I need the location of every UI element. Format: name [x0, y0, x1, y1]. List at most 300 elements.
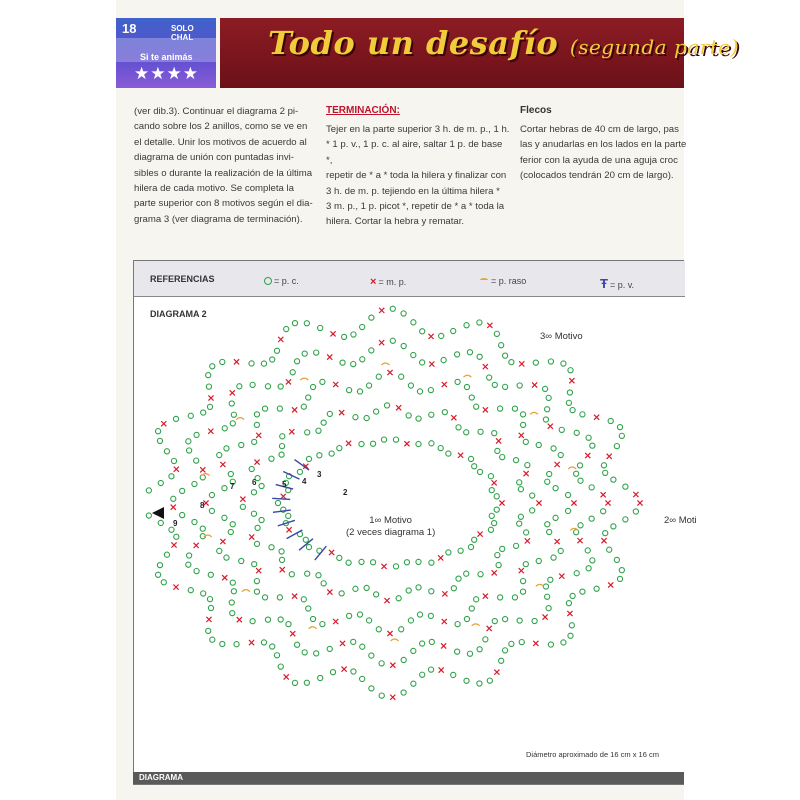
single-stitch-mark: [404, 441, 409, 446]
chain-stitch-mark: [420, 360, 425, 365]
chain-stitch-mark: [188, 588, 193, 593]
chain-stitch-mark: [521, 422, 526, 427]
chain-stitch-mark: [278, 664, 283, 669]
chain-stitch-mark: [251, 511, 256, 516]
chain-stitch-mark: [292, 321, 297, 326]
chain-stitch-mark: [314, 350, 319, 355]
single-stitch-mark: [519, 568, 524, 573]
chain-stitch-mark: [530, 508, 535, 513]
single-stitch-mark: [280, 567, 285, 572]
chain-stitch-mark: [451, 586, 456, 591]
chain-stitch-mark: [194, 432, 199, 437]
chain-stitch-mark: [577, 463, 582, 468]
single-stitch-mark: [577, 538, 582, 543]
chain-stitch-mark: [279, 557, 284, 562]
chain-stitch-mark: [483, 637, 488, 642]
single-stitch-mark: [208, 429, 213, 434]
single-stitch-mark: [559, 574, 564, 579]
chain-stitch-mark: [360, 676, 365, 681]
chain-stitch-mark: [512, 595, 517, 600]
col1-line: cando sobre los 2 anillos, como se ve en: [134, 121, 308, 133]
chain-stitch-mark: [406, 588, 411, 593]
chain-stitch-mark: [318, 325, 323, 330]
single-stitch-mark: [548, 424, 553, 429]
chain-stitch-mark: [369, 348, 374, 353]
chain-stitch-mark: [468, 456, 473, 461]
chain-stitch-mark: [608, 418, 613, 423]
chain-stitch-mark: [617, 425, 622, 430]
chain-stitch-mark: [438, 446, 443, 451]
header-badge: [116, 18, 216, 88]
chain-stitch-mark: [174, 534, 179, 539]
chain-stitch-mark: [278, 617, 283, 622]
col2-line: * 1 p. v., 1 p. c. al aire, saltar 1 p. de base *,: [326, 139, 503, 166]
chain-stitch-mark: [428, 387, 433, 392]
slip-stitch-mark: [309, 627, 317, 629]
round-number: 7: [230, 482, 235, 491]
single-stitch-mark: [536, 500, 541, 505]
chain-stitch-mark: [294, 359, 299, 364]
chain-stitch-mark: [320, 621, 325, 626]
crochet-diagram: [133, 260, 697, 785]
chain-stitch-mark: [488, 474, 493, 479]
chain-stitch-mark: [492, 382, 497, 387]
col1-line: el detalle. Unir los motivos de acuerdo al: [134, 136, 307, 148]
chain-stitch-mark: [517, 618, 522, 623]
chain-stitch-mark: [360, 644, 365, 649]
chain-stitch-mark: [297, 469, 302, 474]
single-stitch-mark: [330, 331, 335, 336]
slip-stitch-mark: [242, 590, 250, 592]
chain-stitch-mark: [520, 589, 525, 594]
chain-stitch-mark: [230, 611, 235, 616]
single-stitch-mark: [525, 538, 530, 543]
chain-stitch-mark: [601, 509, 606, 514]
single-stitch-mark: [379, 308, 384, 313]
double-stitch-mark: [272, 498, 290, 499]
single-stitch-mark: [340, 641, 345, 646]
chain-stitch-mark: [495, 448, 500, 453]
chain-stitch-mark: [301, 597, 306, 602]
chain-stitch-mark: [619, 433, 624, 438]
single-stitch-mark: [290, 631, 295, 636]
chain-stitch-mark: [518, 487, 523, 492]
chain-stitch-mark: [543, 584, 548, 589]
chain-stitch-mark: [180, 488, 185, 493]
chain-stitch-mark: [270, 357, 275, 362]
diameter-note: Diámetro aproximado de 16 cm x 16 cm: [526, 750, 659, 759]
chain-stitch-mark: [488, 527, 493, 532]
chain-stitch-mark: [330, 670, 335, 675]
chain-stitch-mark: [374, 592, 379, 597]
chain-stitch-mark: [201, 410, 206, 415]
chain-stitch-mark: [208, 572, 213, 577]
single-stitch-mark: [633, 492, 638, 497]
chain-stitch-mark: [217, 452, 222, 457]
chain-stitch-mark: [231, 412, 236, 417]
single-stitch-mark: [384, 598, 389, 603]
chain-stitch-mark: [520, 412, 525, 417]
chain-stitch-mark: [292, 680, 297, 685]
single-stitch-mark: [278, 337, 283, 342]
chain-stitch-mark: [623, 517, 628, 522]
chain-stitch-mark: [187, 448, 192, 453]
chain-stitch-mark: [254, 412, 259, 417]
chain-stitch-mark: [357, 389, 362, 394]
chain-stitch-mark: [568, 368, 573, 373]
chain-stitch-mark: [574, 471, 579, 476]
chain-stitch-mark: [633, 509, 638, 514]
chain-stitch-mark: [277, 595, 282, 600]
single-stitch-mark: [571, 500, 576, 505]
chain-stitch-mark: [384, 403, 389, 408]
chain-stitch-mark: [370, 441, 375, 446]
single-stitch-mark: [256, 433, 261, 438]
chain-stitch-mark: [261, 361, 266, 366]
chain-stitch-mark: [351, 639, 356, 644]
chain-stitch-mark: [317, 453, 322, 458]
single-stitch-mark: [594, 415, 599, 420]
chain-stitch-mark: [306, 606, 311, 611]
chain-stitch-mark: [347, 387, 352, 392]
chain-stitch-mark: [210, 364, 215, 369]
chain-stitch-mark: [194, 569, 199, 574]
col3-line: ferior con la ayuda de una aguja croc: [520, 154, 678, 166]
chain-stitch-mark: [512, 406, 517, 411]
chain-stitch-mark: [442, 410, 447, 415]
chain-stitch-mark: [303, 537, 308, 542]
chain-stitch-mark: [477, 647, 482, 652]
col2-line: 3 h. de m. p. tejiendo en la última hilera *: [326, 185, 500, 197]
chain-stitch-mark: [548, 577, 553, 582]
chain-stitch-mark: [304, 680, 309, 685]
chain-stitch-mark: [570, 407, 575, 412]
chain-stitch-mark: [210, 637, 215, 642]
chain-stitch-mark: [509, 641, 514, 646]
magazine-page: [116, 0, 739, 800]
single-stitch-mark: [240, 497, 245, 502]
single-stitch-mark: [194, 543, 199, 548]
chain-stitch-mark: [284, 326, 289, 331]
chain-stitch-mark: [464, 323, 469, 328]
single-stitch-mark: [387, 631, 392, 636]
single-stitch-mark: [637, 500, 642, 505]
chain-stitch-mark: [558, 452, 563, 457]
chain-stitch-mark: [164, 449, 169, 454]
title-main: Todo un desafío: [268, 24, 559, 62]
chain-stitch-mark: [533, 360, 538, 365]
chain-stitch-mark: [347, 613, 352, 618]
chain-stitch-mark: [565, 492, 570, 497]
chain-stitch-mark: [306, 456, 311, 461]
single-stitch-mark: [390, 663, 395, 668]
chain-stitch-mark: [518, 514, 523, 519]
chain-stitch-mark: [521, 579, 526, 584]
chain-stitch-mark: [269, 545, 274, 550]
chain-stitch-mark: [492, 521, 497, 526]
chain-stitch-mark: [464, 678, 469, 683]
chain-stitch-mark: [566, 400, 571, 405]
chain-stitch-mark: [589, 516, 594, 521]
col2-line: 3 m. p., 1 p. picot *, repetir de * a * toda la: [326, 201, 505, 213]
text-column-1: [134, 104, 314, 227]
chain-stitch-mark: [519, 639, 524, 644]
chain-stitch-mark: [568, 633, 573, 638]
chain-stitch-mark: [302, 351, 307, 356]
chain-stitch-mark: [169, 474, 174, 479]
ref-double: Ŧ = p. v.: [600, 276, 635, 291]
chain-stitch-mark: [279, 549, 284, 554]
chain-stitch-mark: [545, 522, 550, 527]
chain-stitch-mark: [192, 519, 197, 524]
chain-stitch-mark: [472, 464, 477, 469]
section-name: SOLO CHAL: [171, 24, 194, 42]
chain-stitch-mark: [209, 508, 214, 513]
cross-icon: ×: [370, 276, 377, 288]
chain-stitch-mark: [249, 361, 254, 366]
single-stitch-mark: [256, 568, 261, 573]
chain-stitch-mark: [429, 560, 434, 565]
chain-stitch-mark: [451, 328, 456, 333]
chain-stitch-mark: [146, 513, 151, 518]
chain-stitch-mark: [619, 568, 624, 573]
single-stitch-mark: [387, 370, 392, 375]
single-stitch-mark: [234, 359, 239, 364]
chain-stitch-mark: [517, 521, 522, 526]
chain-stitch-mark: [458, 548, 463, 553]
chain-stitch-mark: [474, 597, 479, 602]
chain-stitch-mark: [249, 466, 254, 471]
terminacion-heading: TERMINACIÓN:: [326, 105, 400, 116]
chain-stitch-mark: [255, 525, 260, 530]
chain-stitch-mark: [220, 641, 225, 646]
single-stitch-mark: [381, 564, 386, 569]
single-stitch-mark: [499, 500, 504, 505]
chain-stitch-mark: [623, 484, 628, 489]
slip-stitch-mark: [536, 584, 544, 586]
chain-stitch-mark: [209, 492, 214, 497]
title-subtitle: (segunda parte): [569, 35, 739, 59]
chain-stitch-mark: [269, 456, 274, 461]
chain-stitch-mark: [478, 429, 483, 434]
single-stitch-mark: [555, 462, 560, 467]
chain-stitch-mark: [523, 439, 528, 444]
chain-stitch-mark: [585, 548, 590, 553]
ref-slip: = p. raso: [480, 276, 526, 286]
chain-stitch-mark: [376, 627, 381, 632]
single-stitch-mark: [327, 589, 332, 594]
single-stitch-mark: [519, 433, 524, 438]
chain-stitch-mark: [341, 334, 346, 339]
single-stitch-mark: [329, 550, 334, 555]
chain-stitch-mark: [417, 389, 422, 394]
chain-stitch-mark: [278, 384, 283, 389]
single-stitch-mark: [171, 542, 176, 547]
chain-stitch-mark: [155, 429, 160, 434]
chain-stitch-mark: [548, 359, 553, 364]
round-number: 5: [282, 480, 287, 489]
chain-stitch-mark: [411, 681, 416, 686]
chain-stitch-mark: [478, 572, 483, 577]
footer-bar: [133, 772, 684, 784]
chain-stitch-mark: [561, 640, 566, 645]
ref-single: × = m. p.: [370, 276, 407, 288]
single-stitch-mark: [249, 534, 254, 539]
chain-stitch-mark: [239, 442, 244, 447]
single-stitch-mark: [206, 617, 211, 622]
chain-stitch-mark: [601, 463, 606, 468]
single-stitch-mark: [333, 382, 338, 387]
col1-line: sibles o durante la realización de la última: [134, 167, 313, 179]
chain-stitch-mark: [548, 642, 553, 647]
single-stitch-mark: [601, 538, 606, 543]
chain-stitch-mark: [492, 431, 497, 436]
title-banner: [220, 18, 739, 88]
chain-stitch-mark: [401, 343, 406, 348]
chain-stitch-mark: [321, 420, 326, 425]
chain-stitch-mark: [477, 469, 482, 474]
chain-stitch-mark: [411, 320, 416, 325]
references-label: REFERENCIAS: [150, 274, 215, 284]
chain-stitch-mark: [542, 386, 547, 391]
chain-stitch-mark: [146, 488, 151, 493]
single-stitch-mark: [327, 354, 332, 359]
chain-stitch-mark: [603, 470, 608, 475]
single-stitch-mark: [533, 641, 538, 646]
chain-stitch-mark: [617, 576, 622, 581]
chain-stitch-mark: [468, 544, 473, 549]
chain-stitch-mark: [301, 404, 306, 409]
chain-stitch-mark: [206, 373, 211, 378]
chain-stitch-mark: [503, 384, 508, 389]
chain-stitch-mark: [228, 529, 233, 534]
chain-stitch-mark: [446, 550, 451, 555]
single-stitch-mark: [286, 379, 291, 384]
chain-stitch-mark: [321, 581, 326, 586]
chain-stitch-mark: [254, 589, 259, 594]
chain-stitch-mark: [509, 360, 514, 365]
chain-stitch-mark: [230, 522, 235, 527]
chain-stitch-mark: [364, 585, 369, 590]
single-stitch-mark: [585, 453, 590, 458]
chain-stitch-mark: [611, 477, 616, 482]
chain-stitch-mark: [390, 338, 395, 343]
chain-stitch-mark: [302, 650, 307, 655]
chain-stitch-mark: [503, 617, 508, 622]
chain-stitch-mark: [359, 441, 364, 446]
single-stitch-mark: [492, 480, 497, 485]
single-stitch-mark: [458, 453, 463, 458]
single-stitch-mark: [441, 643, 446, 648]
chain-stitch-mark: [180, 512, 185, 517]
col1-line: hilera de cada motivo. Se completa la: [134, 183, 294, 195]
chain-stitch-mark: [157, 438, 162, 443]
chain-stitch-mark: [318, 675, 323, 680]
chain-stitch-mark: [551, 555, 556, 560]
chain-stitch-mark: [513, 458, 518, 463]
motif-2-label: 2∞ Moti: [664, 515, 697, 526]
chain-stitch-mark: [369, 315, 374, 320]
motif-1-note: (2 veces diagrama 1): [346, 527, 436, 538]
chain-stitch-mark: [500, 455, 505, 460]
col2-line: repetir de * a * toda la hilera y finalizar con: [326, 170, 507, 182]
chain-stitch-mark: [261, 640, 266, 645]
chain-stitch-mark: [590, 443, 595, 448]
chain-stitch-mark: [489, 513, 494, 518]
chain-stitch-mark: [158, 480, 163, 485]
chain-stitch-mark: [250, 619, 255, 624]
chain-stitch-mark: [222, 486, 227, 491]
chain-stitch-mark: [254, 541, 259, 546]
single-stitch-mark: [220, 462, 225, 467]
chain-stitch-mark: [369, 686, 374, 691]
chain-stitch-mark: [446, 451, 451, 456]
chain-stitch-mark: [359, 559, 364, 564]
chain-stitch-mark: [530, 493, 535, 498]
chain-stitch-mark: [310, 616, 315, 621]
slip-stitch-mark: [530, 412, 538, 414]
chain-stitch-mark: [171, 458, 176, 463]
chain-stitch-mark: [310, 384, 315, 389]
chain-stitch-mark: [200, 526, 205, 531]
double-stitch-mark: [287, 530, 303, 539]
chain-stitch-mark: [337, 446, 342, 451]
slip-stitch-mark: [204, 535, 212, 537]
single-stitch-mark: [292, 407, 297, 412]
chain-stitch-mark: [229, 600, 234, 605]
chain-stitch-mark: [339, 591, 344, 596]
single-stitch-mark: [222, 575, 227, 580]
chain-stitch-mark: [494, 331, 499, 336]
single-stitch-mark: [494, 670, 499, 675]
round-number: 2: [343, 488, 348, 497]
chain-stitch-mark: [496, 562, 501, 567]
chain-stitch-mark: [586, 566, 591, 571]
chain-stitch-mark: [524, 530, 529, 535]
single-stitch-mark: [341, 667, 346, 672]
chain-stitch-mark: [614, 557, 619, 562]
col3-line: (colocados tendrán 20 cm de largo).: [520, 170, 674, 182]
chain-stitch-mark: [517, 480, 522, 485]
page-number: 18: [122, 21, 137, 36]
chain-stitch-mark: [566, 601, 571, 606]
chain-stitch-mark: [494, 494, 499, 499]
chain-stitch-mark: [464, 616, 469, 621]
single-stitch-mark: [496, 438, 501, 443]
chain-stitch-mark: [428, 667, 433, 672]
col1-line: (ver dib.3). Continuar el diagrama 2 pi-: [134, 106, 299, 117]
chain-stitch-mark: [614, 443, 619, 448]
chain-stitch-mark: [498, 406, 503, 411]
chain-stitch-mark: [327, 646, 332, 651]
single-stitch-mark: [483, 364, 488, 369]
chain-stitch-mark: [420, 641, 425, 646]
single-stitch-mark: [438, 555, 443, 560]
chain-stitch-mark: [565, 508, 570, 513]
chain-stitch-mark: [274, 653, 279, 658]
chain-stitch-mark: [200, 475, 205, 480]
chain-stitch-mark: [270, 644, 275, 649]
col2-line: Tejer en la parte superior 3 h. de m. p., 1 h.: [326, 124, 510, 135]
chain-stitch-mark: [404, 560, 409, 565]
round-number: 3: [317, 470, 322, 479]
chain-stitch-mark: [254, 579, 259, 584]
chain-stitch-mark: [467, 350, 472, 355]
chain-stitch-mark: [455, 379, 460, 384]
round-number: 4: [302, 477, 307, 486]
chain-stitch-mark: [561, 361, 566, 366]
chain-stitch-mark: [408, 618, 413, 623]
